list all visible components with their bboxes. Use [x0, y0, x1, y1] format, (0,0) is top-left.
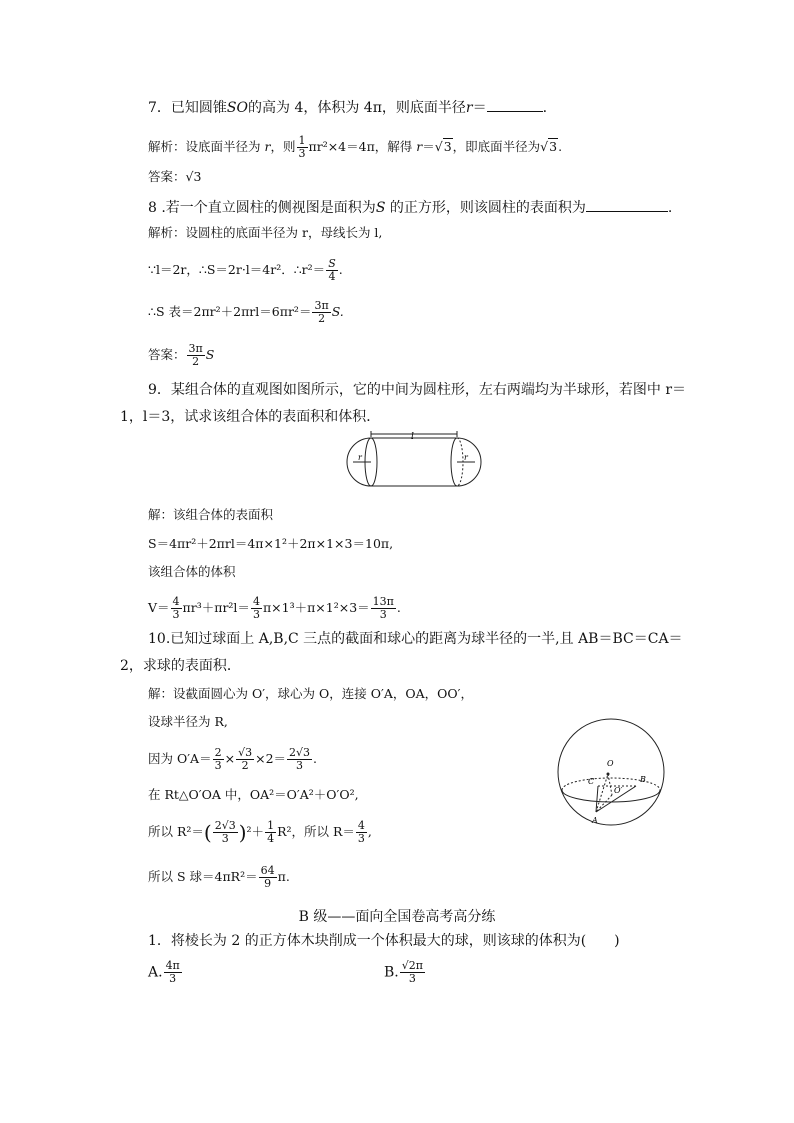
- q10-sol-line1: 解：设截面圆心为 O′，球心为 O，连接 O′A，OA，OO′，: [148, 686, 473, 701]
- q7-answer-value: √3: [185, 169, 202, 184]
- q7-sol-e: ，即底面半径为√: [452, 139, 549, 154]
- sphere-figure: [552, 712, 670, 828]
- q8-sol-line2: ∵l＝2r，∴S＝2r·l＝4r²．∴r²＝ $\frac{S}{4}$ .: [148, 257, 343, 283]
- q7-sol-a: 设底面半径为: [185, 139, 261, 154]
- q10-question-line2: 2，求球的表面积．: [120, 658, 241, 674]
- section-b-optA: A. $\frac{4\pi}{3}$: [148, 959, 180, 985]
- fig-label-r-right: r: [464, 453, 468, 462]
- q9-sol-label: 解：该组合体的表面积: [148, 507, 274, 522]
- fig-label-l: l: [411, 432, 414, 442]
- q8-blank: [586, 197, 668, 212]
- q10-sol-line6: 所以 S 球＝4πR²＝ $\frac{64}{9}$ π.: [148, 864, 290, 890]
- q7-eq: ＝: [472, 100, 487, 116]
- fig-label-C: C: [588, 777, 595, 786]
- q7-end: .: [542, 100, 548, 116]
- q10-sol-line3: 因为 O′A＝ $\frac{2}{3}$ × $\frac{√3}{2}$ ×2＝ $\frac{2√3}{3}$ .: [148, 746, 318, 772]
- q7-text-mid: 的高为 4，体积为 4π，则底面半径: [248, 100, 466, 116]
- q8-question: [148, 197, 672, 217]
- q8-text-b: 的正方形，则该圆柱的表面积为: [385, 200, 586, 216]
- section-b-title: B 级——面向全国卷高考高分练: [298, 909, 496, 925]
- q7-answer: [148, 168, 201, 186]
- q7-solution: 解析：设底面半径为 r，则 $\frac{1}{3}$ πr²×4＝4π，解得 r＝√3，即底面半径为√3.: [148, 134, 563, 160]
- section-b-q1: 1．将棱长为 2 的正方体木块削成一个体积最大的球，则该球的体积为( ): [148, 933, 620, 949]
- q10-sol-line2: 设球半径为 R,: [148, 714, 228, 729]
- q7-sqrt-arg: 3: [443, 139, 452, 154]
- q7-blank: [487, 97, 543, 112]
- fig-label-A: A: [592, 816, 598, 825]
- q7-sol-label: 解析：: [148, 139, 186, 154]
- q10-question-line1: 10.已知过球面上 A,B,C 三点的截面和球心的距离为球半径的一半,且 AB＝BC＝CA＝: [148, 631, 683, 647]
- q8-sol-line1: 解析：设圆柱的底面半径为 r，母线长为 l,: [148, 225, 383, 240]
- q7-sol-c: πr²×4＝4π，解得: [308, 139, 413, 154]
- q7-sqrt-arg-2: 3: [549, 139, 558, 154]
- q10-sol-line5: 所以 R²＝( $\frac{2√3}{3}$ )²＋ $\frac{1}{4}$ R²，所以 R＝ $\frac{4}{3}$ ,: [148, 819, 372, 845]
- q7-sol-b: ，则: [270, 139, 296, 154]
- q7-answer-label: 答案：: [148, 169, 186, 184]
- q8-frac1: $\frac{S}{4}$: [328, 257, 336, 283]
- capsule-figure: [344, 430, 484, 494]
- q8-answer: 答案： $\frac{3\pi}{2}$ S: [148, 342, 215, 368]
- q8-answer-label: 答案：: [148, 347, 186, 362]
- q9-sol-volume: V＝ $\frac{4}{3}$ πr³＋πr²l＝ $\frac{4}{3}$ π×1³＋π×1²×3＝ $\frac{13\pi}{3}$ .: [148, 595, 401, 621]
- q9-sol-vlabel: 该组合体的体积: [148, 564, 236, 579]
- q7-sol-d: ＝√: [422, 139, 443, 154]
- fig-label-Oprime: O′: [614, 786, 623, 795]
- q7-fraction: $\frac{1}{3}$: [298, 134, 306, 160]
- q7-r: r: [465, 100, 473, 116]
- q7-question: [148, 97, 547, 117]
- q9-question-line2: 1，l＝3，试求该组合体的表面积和体积．: [120, 409, 381, 425]
- fig-label-r-left: r: [358, 453, 362, 462]
- q9-sol-surface: S＝4πr²＋2πrl＝4π×1²＋2π×1×3＝10π,: [148, 536, 394, 551]
- fig-label-B: B: [640, 775, 646, 784]
- q8-answer-frac: $\frac{3\pi}{2}$: [188, 342, 203, 368]
- fig-label-O: O: [607, 759, 614, 768]
- q10-sol-line4: 在 Rt△O′OA 中，OA²＝O′A²＋O′O²,: [148, 787, 359, 802]
- section-b-optB: B. $\frac{√2\pi}{3}$: [384, 959, 423, 985]
- q8-frac2: $\frac{3\pi}{2}$: [314, 299, 329, 325]
- q9-question-line1: 9．某组合体的直观图如图所示，它的中间为圆柱形，左右两端均为半球形，若图中 r＝: [148, 382, 687, 398]
- q7-sol-f: .: [558, 139, 563, 154]
- q8-sol-line3: ∴S 表＝2πr²＋2πrl＝6πr²＝ $\frac{3\pi}{2}$ S.: [148, 299, 344, 325]
- q8-end: .: [667, 200, 673, 216]
- q7-var: SO: [226, 100, 248, 116]
- q7-text: 7．已知圆锥: [148, 100, 227, 116]
- q8-text-a: 8 .若一个直立圆柱的侧视图是面积为: [148, 200, 376, 216]
- q8-s: S: [375, 200, 386, 216]
